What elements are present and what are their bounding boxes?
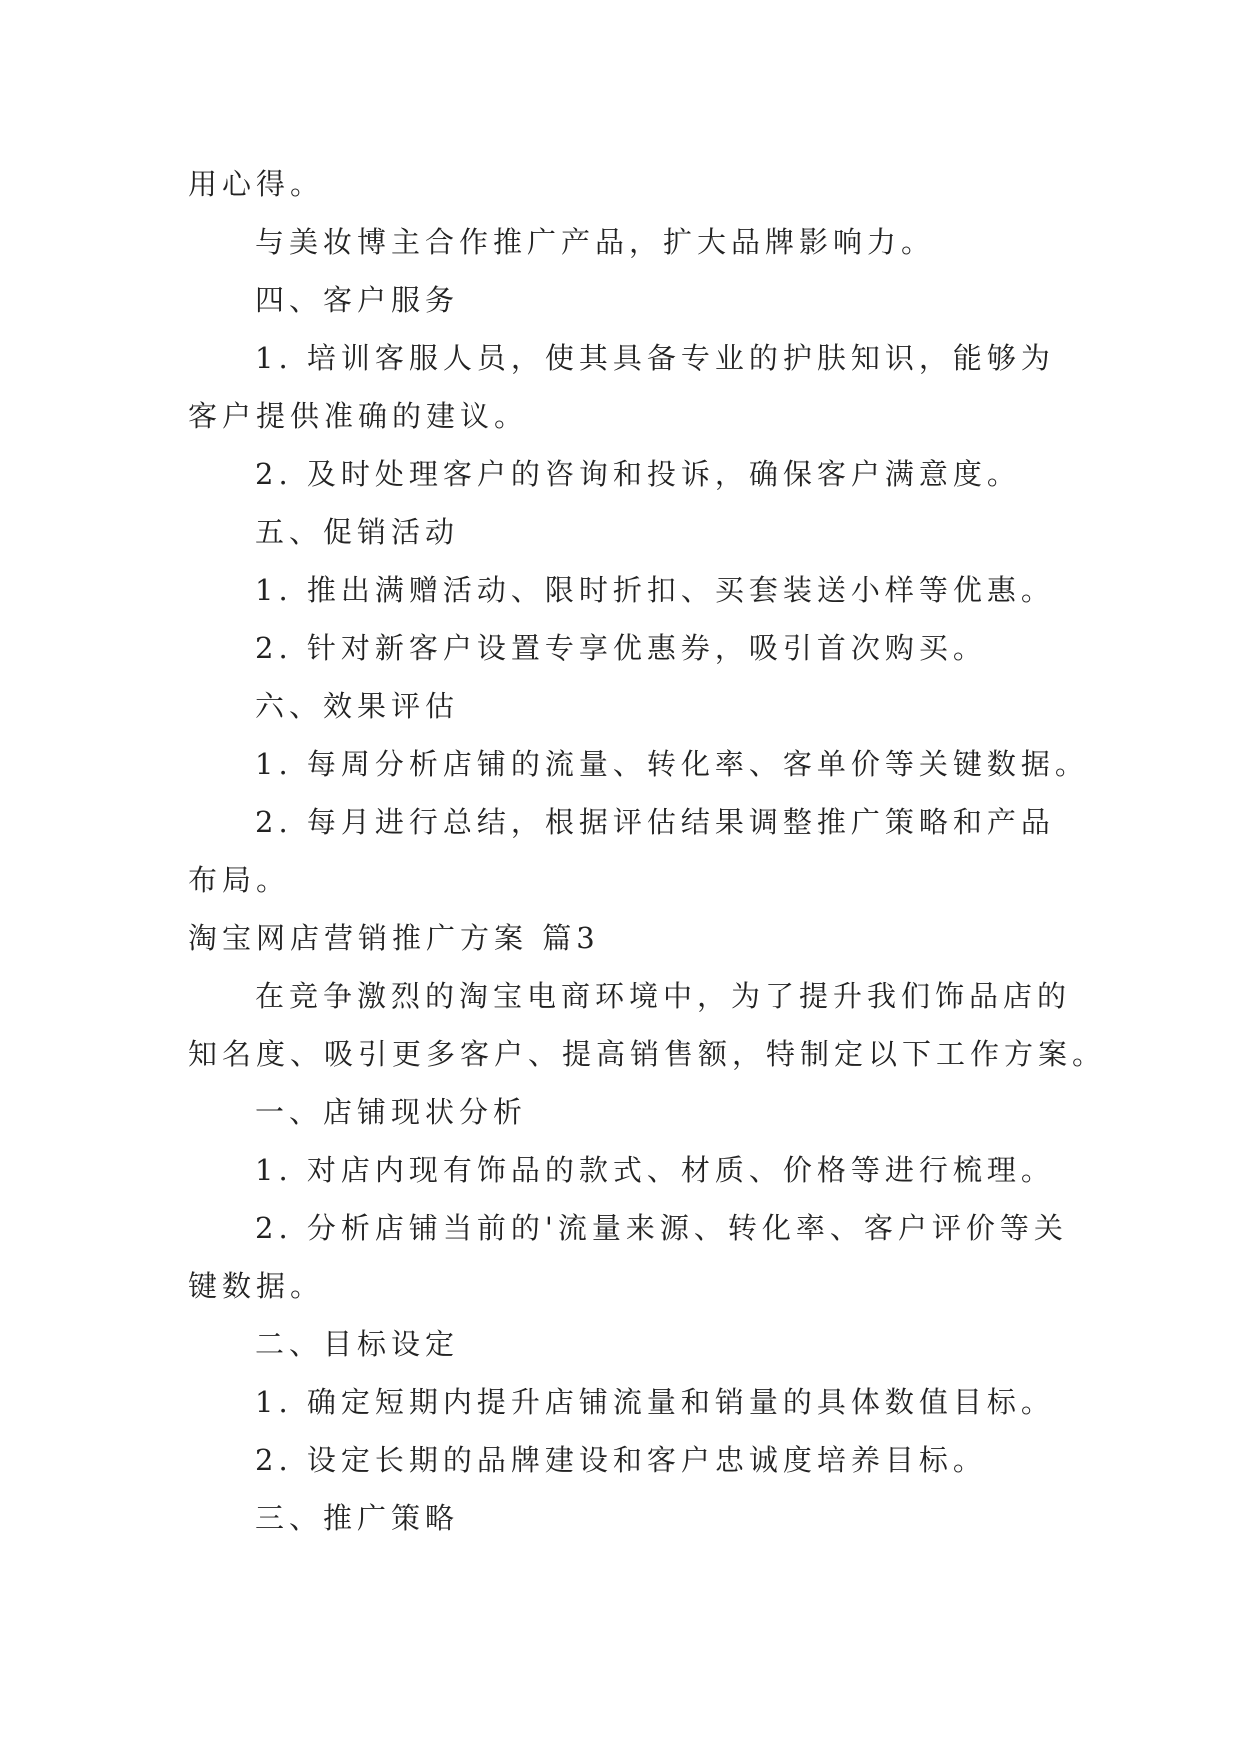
list-item-continuation: 布局。 [188,863,291,897]
list-item: 2. 及时处理客户的咨询和投诉，确保客户满意度。 [255,457,1021,491]
section-heading: 五、促销活动 [255,515,460,549]
list-item: 2. 设定长期的品牌建设和客户忠诚度培养目标。 [255,1443,987,1477]
list-item: 1. 对店内现有饰品的款式、材质、价格等进行梳理。 [255,1153,1055,1187]
section-heading: 一、店铺现状分析 [255,1095,528,1129]
section-heading: 六、效果评估 [255,689,460,723]
list-item: 1. 每周分析店铺的流量、转化率、客单价等关键数据。 [255,747,1089,781]
section-heading: 二、目标设定 [255,1327,460,1361]
section-heading: 三、推广策略 [255,1501,460,1535]
list-item: 2. 针对新客户设置专享优惠券，吸引首次购买。 [255,631,987,665]
list-item: 1. 培训客服人员，使其具备专业的护肤知识，能够为 [255,341,1055,375]
paragraph-continuation: 知名度、吸引更多客户、提高销售额，特制定以下工作方案。 [188,1037,1107,1071]
section-heading: 四、客户服务 [255,283,460,317]
paragraph: 与美妆博主合作推广产品，扩大品牌影响力。 [255,225,936,259]
article-title: 淘宝网店营销推广方案 篇3 [188,921,600,955]
list-item: 1. 确定短期内提升店铺流量和销量的具体数值目标。 [255,1385,1055,1419]
paragraph: 在竞争激烈的淘宝电商环境中，为了提升我们饰品店的 [255,979,1072,1013]
list-item-continuation: 键数据。 [188,1269,325,1303]
list-item-continuation: 客户提供准确的建议。 [188,399,529,433]
list-item: 1. 推出满赠活动、限时折扣、买套装送小样等优惠。 [255,573,1055,607]
list-item: 2. 分析店铺当前的'流量来源、转化率、客户评价等关 [255,1211,1068,1245]
paragraph-continuation: 用心得。 [188,167,325,201]
list-item: 2. 每月进行总结，根据评估结果调整推广策略和产品 [255,805,1055,839]
